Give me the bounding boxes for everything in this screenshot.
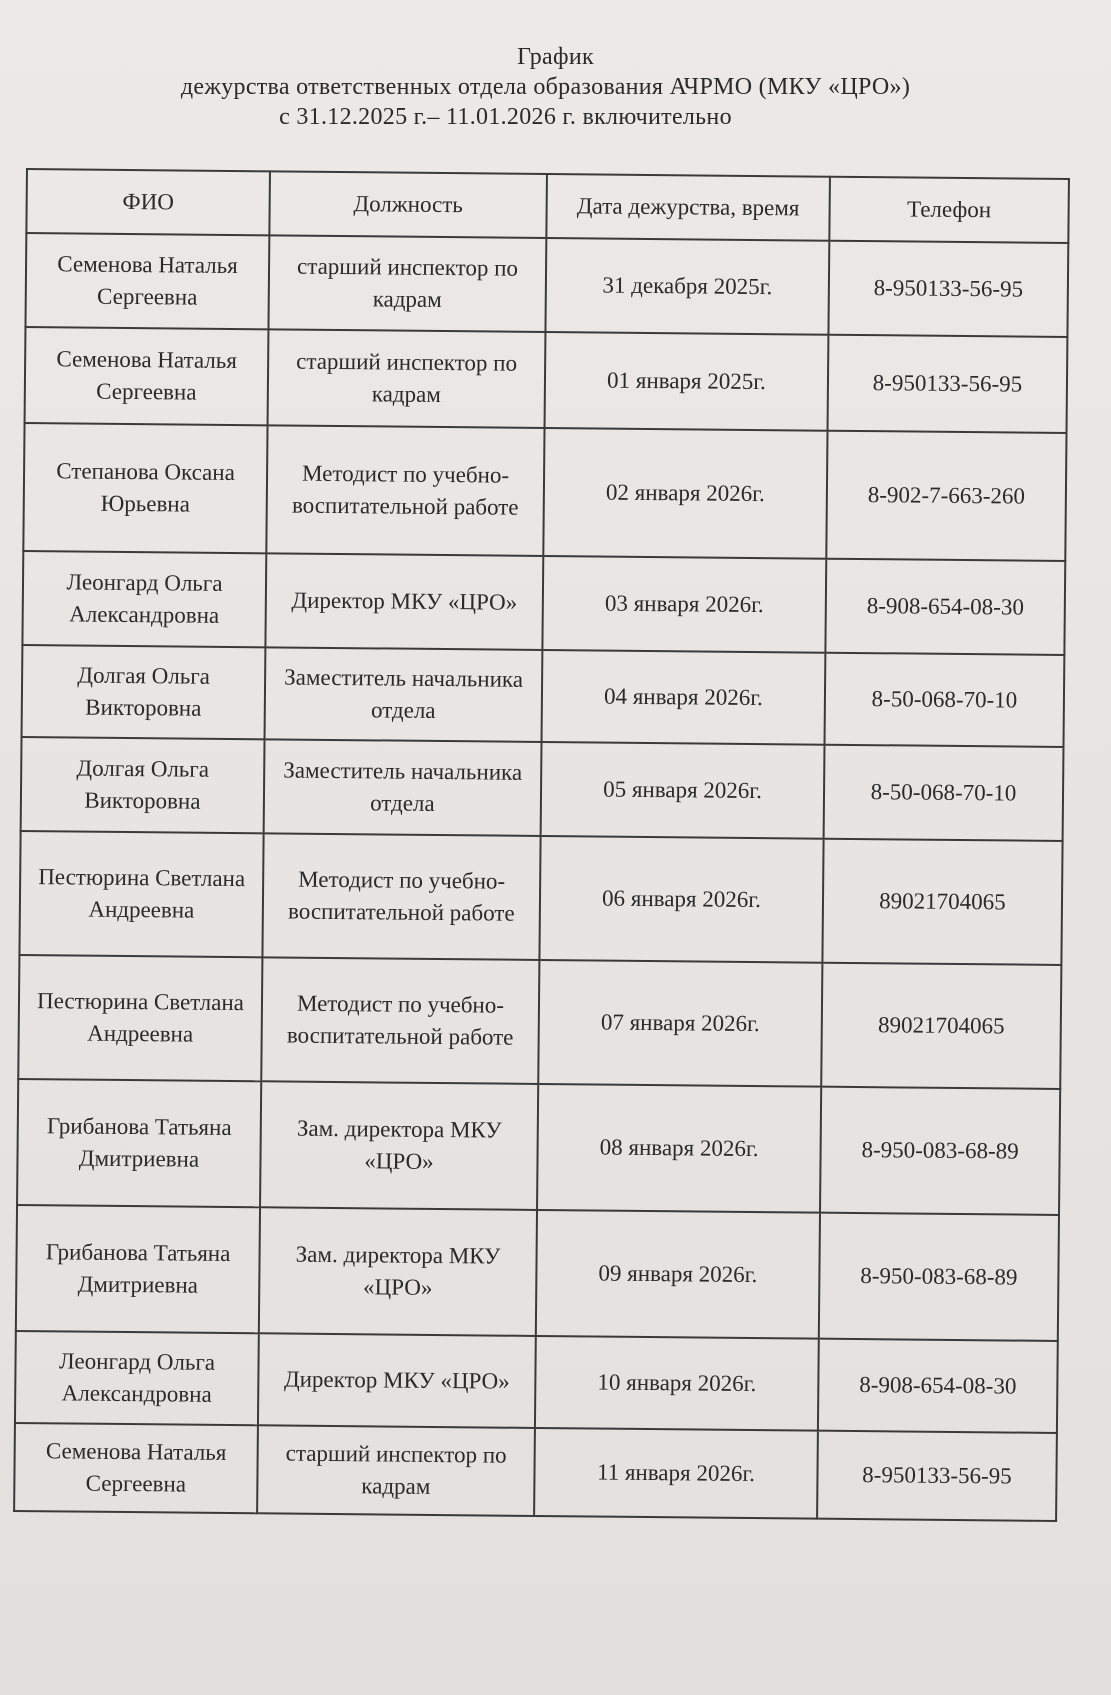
cell-fio: Пестюрина Светлана Андреевна xyxy=(19,831,263,957)
table-row xyxy=(16,1205,1059,1341)
table-row xyxy=(18,955,1061,1089)
table-row xyxy=(15,1331,1058,1433)
duty-schedule-table xyxy=(13,168,1070,1522)
table-row xyxy=(23,423,1066,561)
cell-date: 10 января 2026г. xyxy=(535,1336,819,1431)
cell-fio: Семенова Наталья Сергеевна xyxy=(25,327,269,425)
cell-date: 08 января 2026г. xyxy=(537,1084,821,1213)
table-row xyxy=(14,1423,1057,1521)
cell-phone: 8-950133-56-95 xyxy=(817,1431,1057,1521)
cell-phone: 8-50-068-70-10 xyxy=(824,745,1064,841)
cell-phone: 8-950133-56-95 xyxy=(828,335,1068,433)
cell-position: Директор МКУ «ЦРО» xyxy=(265,553,543,650)
cell-fio: Долгая Ольга Викторовна xyxy=(22,645,266,739)
document-header xyxy=(0,42,1111,132)
cell-position: Методист по учебно-воспитательной работе xyxy=(266,425,544,556)
cell-phone: 8-950-083-68-89 xyxy=(819,1213,1059,1341)
cell-date: 01 января 2025г. xyxy=(545,332,829,431)
cell-date: 03 января 2026г. xyxy=(542,556,826,653)
cell-fio: Степанова Оксана Юрьевна xyxy=(23,423,267,553)
cell-position: Методист по учебно-воспитательной работе xyxy=(261,957,539,1084)
cell-position: старший инспектор по кадрам xyxy=(268,329,546,428)
cell-fio: Долгая Ольга Викторовна xyxy=(21,737,265,833)
document-title: График xyxy=(517,44,594,70)
table-row xyxy=(22,551,1065,655)
cell-phone: 89021704065 xyxy=(821,963,1061,1089)
document-period: с 31.12.2025 г.– 11.01.2026 г. включительно xyxy=(279,104,732,130)
cell-fio: Семенова Наталья Сергеевна xyxy=(25,233,269,329)
cell-fio: Пестюрина Светлана Андреевна xyxy=(18,955,262,1081)
cell-date: 11 января 2026г. xyxy=(534,1428,818,1519)
cell-date: 02 января 2026г. xyxy=(543,428,827,559)
table-row xyxy=(19,831,1062,965)
table-row xyxy=(17,1079,1060,1215)
cell-date: 31 декабря 2025г. xyxy=(545,238,829,335)
cell-phone: 8-950133-56-95 xyxy=(828,241,1068,337)
cell-position: Зам. директора МКУ «ЦРО» xyxy=(259,1207,537,1336)
table-row xyxy=(25,233,1068,337)
cell-position: Директор МКУ «ЦРО» xyxy=(258,1333,536,1428)
column-header-position: Должность xyxy=(269,171,547,238)
cell-position: Методист по учебно-воспитательной работе xyxy=(262,833,540,960)
cell-fio: Грибанова Татьяна Дмитриевна xyxy=(16,1205,260,1333)
column-header-phone: Телефон xyxy=(829,177,1069,243)
cell-phone: 8-908-654-08-30 xyxy=(825,559,1065,655)
cell-phone: 8-50-068-70-10 xyxy=(825,653,1065,747)
column-header-date: Дата дежурства, время xyxy=(546,174,830,241)
cell-date: 07 января 2026г. xyxy=(538,960,822,1087)
cell-date: 04 января 2026г. xyxy=(542,650,826,745)
cell-date: 06 января 2026г. xyxy=(539,836,823,963)
cell-phone: 89021704065 xyxy=(822,839,1062,965)
cell-date: 09 января 2026г. xyxy=(536,1210,820,1339)
cell-position: Заместитель начальника отдела xyxy=(265,647,543,742)
table-header-row xyxy=(26,169,1069,243)
cell-fio: Леонгард Ольга Александровна xyxy=(22,551,266,647)
cell-fio: Семенова Наталья Сергеевна xyxy=(14,1423,258,1513)
table-row xyxy=(25,327,1068,433)
cell-date: 05 января 2026г. xyxy=(541,742,825,839)
cell-phone: 8-950-083-68-89 xyxy=(820,1087,1060,1215)
cell-phone: 8-908-654-08-30 xyxy=(818,1339,1058,1433)
cell-position: Зам. директора МКУ «ЦРО» xyxy=(260,1081,538,1210)
table-row xyxy=(21,737,1064,841)
column-header-fio: ФИО xyxy=(26,169,270,235)
cell-position: старший инспектор по кадрам xyxy=(257,1425,535,1516)
cell-fio: Грибанова Татьяна Дмитриевна xyxy=(17,1079,261,1207)
table-row xyxy=(22,645,1065,747)
cell-fio: Леонгард Ольга Александровна xyxy=(15,1331,259,1425)
document-subtitle: дежурства ответственных отдела образования АЧРМО (МКУ «ЦРО») xyxy=(180,74,911,100)
cell-position: Заместитель начальника отдела xyxy=(264,739,542,836)
cell-position: старший инспектор по кадрам xyxy=(268,235,546,332)
cell-phone: 8-902-7-663-260 xyxy=(826,431,1066,561)
